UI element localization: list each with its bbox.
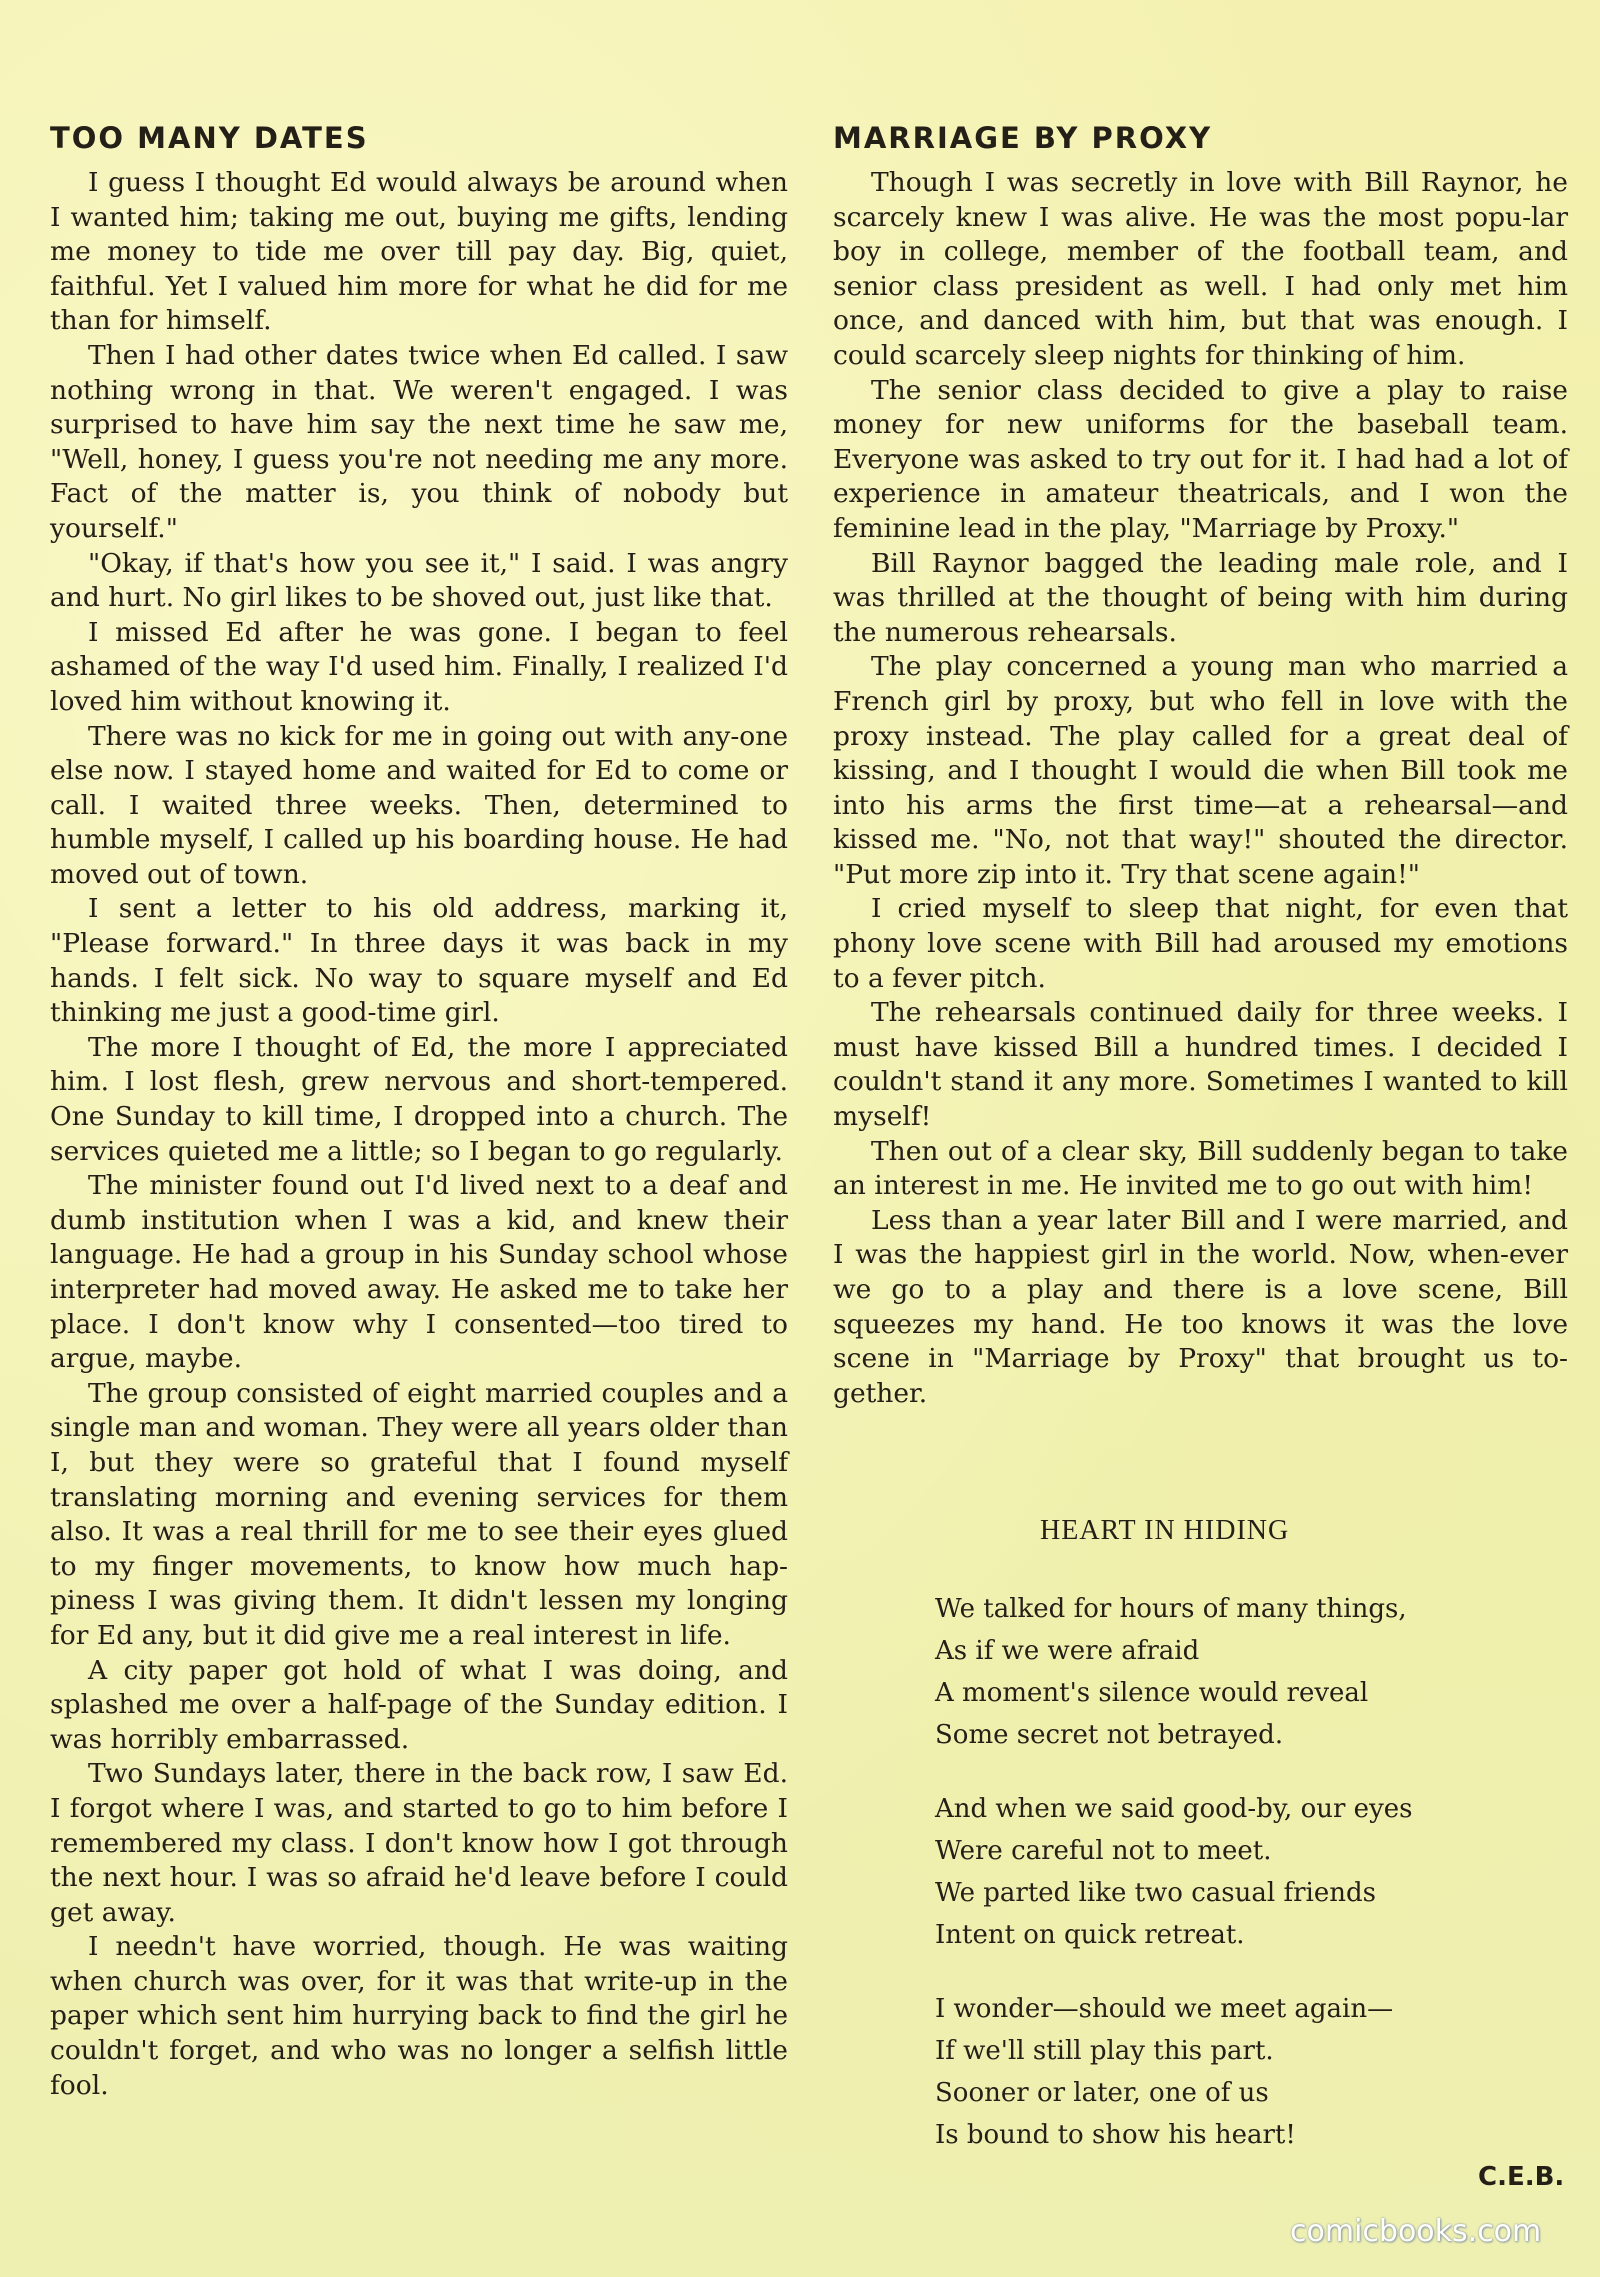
story-paragraph: Two Sundays later, there in the back row, I saw Ed. I forgot where I was, and started to go to him before I remembered my class. I don't know how I got through the next hour. I was so afraid he'd leave before I could get away.	[50, 1758, 788, 1928]
story-paragraph: The group consisted of eight married couples and a single man and woman. They were all years older than I, but they were so grateful that I found myself translating morning and evening services for them also. It was a real thrill for me to see their eyes glued to my finger movements, to know how much hap-piness I was giving them. It didn't lessen my longing for Ed any, but it did give me a real interest in life.	[50, 1377, 788, 1651]
poem-body	[935, 1588, 1535, 2188]
poem-line: A moment's silence would reveal	[935, 1678, 1369, 1708]
story-paragraph: "Okay, if that's how you see it," I said. I was angry and hurt. No girl likes to be shoved out, just like that.	[50, 547, 788, 614]
story-paragraph: Less than a year later Bill and I were married, and I was the happiest girl in the world. Now, when-ever we go to a play and there is a love scene, Bill squeezes my hand. He too knows it was the love scene in "Marriage by Proxy" that brought us to-gether.	[833, 1204, 1568, 1409]
poem-line: As if we were afraid	[935, 1636, 1200, 1666]
story-title-marriage-by-proxy: MARRIAGE BY PROXY	[833, 121, 1213, 155]
story-paragraph: The rehearsals continued daily for three weeks. I must have kissed Bill a hundred times. I decided I couldn't stand it any more. Sometimes I wanted to kill myself!	[833, 997, 1568, 1133]
poem-line: We parted like two casual friends	[935, 1878, 1376, 1908]
story-paragraph: I sent a letter to his old address, marking it, "Please forward." In three days it was back in my hands. I felt sick. No way to square myself and Ed thinking me just a good-time girl.	[50, 893, 788, 1029]
poem-title: HEART IN HIDING	[1040, 1515, 1290, 1546]
story-paragraph: The minister found out I'd lived next to a deaf and dumb institution when I was a kid, and knew their language. He had a group in his Sunday school whose interpreter had moved away. He asked me to take her place. I don't know why I consented—too tired to argue, maybe.	[50, 1170, 788, 1375]
site-watermark: comicbooks.com	[1290, 2214, 1542, 2249]
story-paragraph: A city paper got hold of what I was doing, and splashed me over a half-page of the Sunday edition. I was horribly embarrassed.	[50, 1654, 788, 1755]
story-title-too-many-dates: TOO MANY DATES	[50, 121, 369, 155]
poem-stanza	[935, 1588, 1535, 1756]
story-paragraph: Then I had other dates twice when Ed called. I saw nothing wrong in that. We weren't engaged. I was surprised to have him say the next time he saw me, "Well, honey, I guess you're not needing me any more. Fact of the matter is, you think of nobody but yourself."	[50, 339, 788, 544]
right-column	[833, 118, 1568, 1411]
story-paragraph: Though I was secretly in love with Bill Raynor, he scarcely knew I was alive. He was the most popu-lar boy in college, member of the football team, and senior class president as well. I had only met him once, and danced with him, but that was enough. I could scarcely sleep nights for thinking of him.	[833, 167, 1568, 371]
poem-line: Intent on quick retreat.	[935, 1920, 1245, 1950]
poem-line: Some secret not betrayed.	[935, 1720, 1284, 1750]
story-paragraph: I guess I thought Ed would always be around when I wanted him; taking me out, buying me gifts, lending me money to tide me over till pay day. Big, quiet, faithful. Yet I valued him more for what he did for me than for himself.	[50, 167, 788, 337]
poem-line: If we'll still play this part.	[935, 2036, 1274, 2066]
poem-line: And when we said good-by, our eyes	[935, 1794, 1413, 1824]
poem-line: I wonder—should we meet again—	[935, 1994, 1394, 2024]
story-paragraph: The senior class decided to give a play to raise money for new uniforms for the baseball team. Everyone was asked to try out for it. I had had a lot of experience in amateur theatricals, and I won the feminine lead in the play, "Marriage by Proxy."	[833, 374, 1568, 544]
story-paragraph: I missed Ed after he was gone. I began to feel ashamed of the way I'd used him. Finally, I realized I'd loved him without knowing it.	[50, 616, 788, 717]
story-paragraph: Then out of a clear sky, Bill suddenly began to take an interest in me. He invited me to go out with him!	[833, 1135, 1568, 1202]
story-paragraph: I cried myself to sleep that night, for even that phony love scene with Bill had aroused my emotions to a fever pitch.	[833, 893, 1568, 994]
poem-stanza	[935, 1788, 1535, 1956]
story-paragraph: The play concerned a young man who married a French girl by proxy, but who fell in love with the proxy instead. The play called for a great deal of kissing, and I thought I would die when Bill took me into his arms the first time—at a rehearsal—and kissed me. "No, not that way!" shouted the director. "Put more zip into it. Try that scene again!"	[833, 651, 1568, 890]
story-paragraph: Bill Raynor bagged the leading male role, and I was thrilled at the thought of being with him during the numerous rehearsals.	[833, 547, 1568, 648]
story-paragraph: There was no kick for me in going out with any-one else now. I stayed home and waited for Ed to come or call. I waited three weeks. Then, determined to humble myself, I called up his boarding house. He had moved out of town.	[50, 720, 788, 890]
poem-byline: C.E.B.	[1478, 2162, 1565, 2192]
left-column	[50, 118, 788, 2103]
poem-line: Sooner or later, one of us	[935, 2078, 1269, 2108]
poem-line: Is bound to show his heart!	[935, 2120, 1296, 2150]
poem-line: We talked for hours of many things,	[935, 1594, 1407, 1624]
story-paragraph: I needn't have worried, though. He was waiting when church was over, for it was that write-up in the paper which sent him hurrying back to find the girl he couldn't forget, and who was no longer a selfish little fool.	[50, 1931, 788, 2101]
poem-stanza	[935, 1988, 1535, 2156]
poem-line: Were careful not to meet.	[935, 1836, 1272, 1866]
story-paragraph: The more I thought of Ed, the more I appreciated him. I lost flesh, grew nervous and short-tempered. One Sunday to kill time, I dropped into a church. The services quieted me a little; so I began to go regularly.	[50, 1031, 788, 1167]
